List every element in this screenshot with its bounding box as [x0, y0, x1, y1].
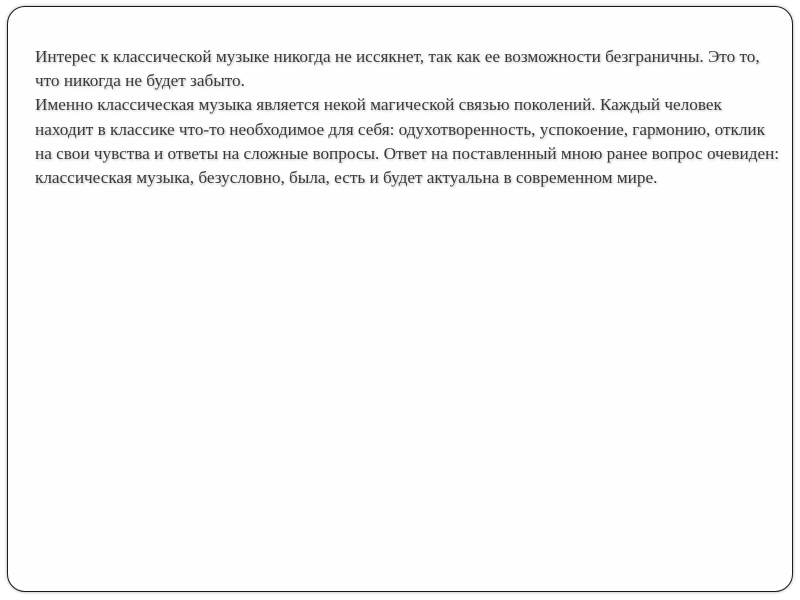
- slide-frame: [7, 6, 793, 592]
- paragraph-1: Интерес к классической музыке никогда не иссякнет, так как ее возможности безграничны. Это то, что никогда не будет забыто.: [35, 47, 760, 91]
- slide-text: [35, 45, 780, 190]
- paragraph-2: Именно классическая музыка является некой магической связью поколений. Каждый человек находит в классике что-то необходимое для себя: одухотворенность, успокоение, гармонию, отклик на свои чувства и ответы на сложные вопросы. Ответ на поставленный мною ранее вопрос очевиден: классическая музыка, безусловно, была, есть и будет актуальна в современном мире.: [35, 95, 780, 188]
